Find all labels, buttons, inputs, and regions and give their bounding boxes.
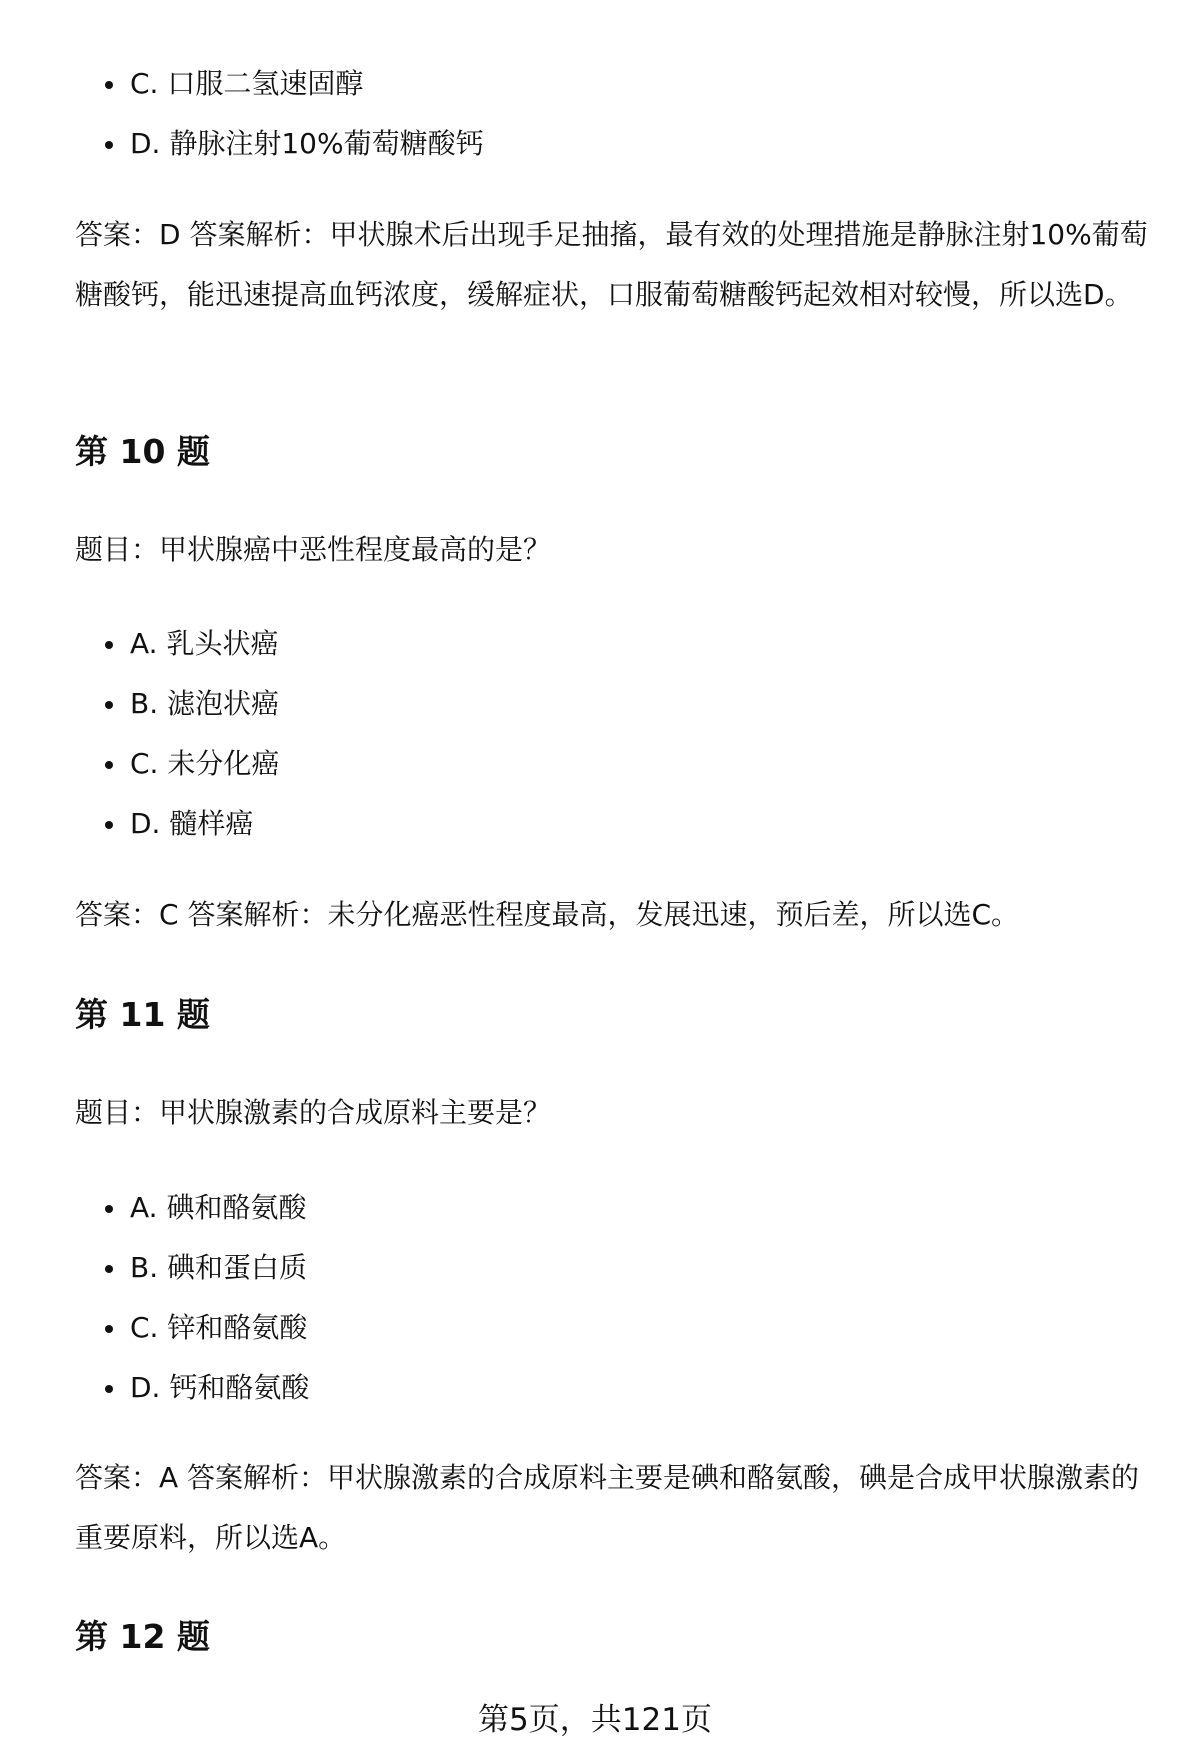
question-heading: 第 11 题 [75, 995, 210, 1034]
option-item: C. 口服二氢速固醇 [130, 67, 364, 100]
question-text: 题目：甲状腺癌中恶性程度最高的是？ [75, 533, 552, 566]
option-item: A. 乳头状癌 [130, 627, 279, 660]
option-item: B. 碘和蛋白质 [130, 1251, 308, 1284]
page-number: 第5页，共121页 [478, 1702, 712, 1738]
question-heading: 第 10 题 [75, 432, 210, 471]
option-item: C. 锌和酪氨酸 [130, 1311, 308, 1344]
answer-explanation: 答案：C 答案解析：未分化癌恶性程度最高，发展迅速，预后差，所以选C。 [75, 898, 1020, 931]
option-item: B. 滤泡状癌 [130, 687, 280, 720]
option-item: C. 未分化癌 [130, 747, 280, 780]
answer-explanation: 答案：D 答案解析：甲状腺术后出现手足抽搐，最有效的处理措施是静脉注射10%葡萄糖酸钙，能迅速提高血钙浓度，缓解症状，口服葡萄糖酸钙起效相对较慢，所以选D。 [75, 218, 1148, 311]
answer-explanation: 答案：A 答案解析：甲状腺激素的合成原料主要是碘和酪氨酸，碘是合成甲状腺激素的重要原料，所以选A。 [75, 1461, 1140, 1554]
question-text: 题目：甲状腺激素的合成原料主要是？ [75, 1096, 552, 1129]
question-heading: 第 12 题 [75, 1617, 210, 1656]
option-item: D. 髓样癌 [130, 807, 254, 840]
option-item: D. 静脉注射10%葡萄糖酸钙 [130, 127, 484, 160]
option-item: A. 碘和酪氨酸 [130, 1191, 307, 1224]
option-item: D. 钙和酪氨酸 [130, 1371, 310, 1404]
